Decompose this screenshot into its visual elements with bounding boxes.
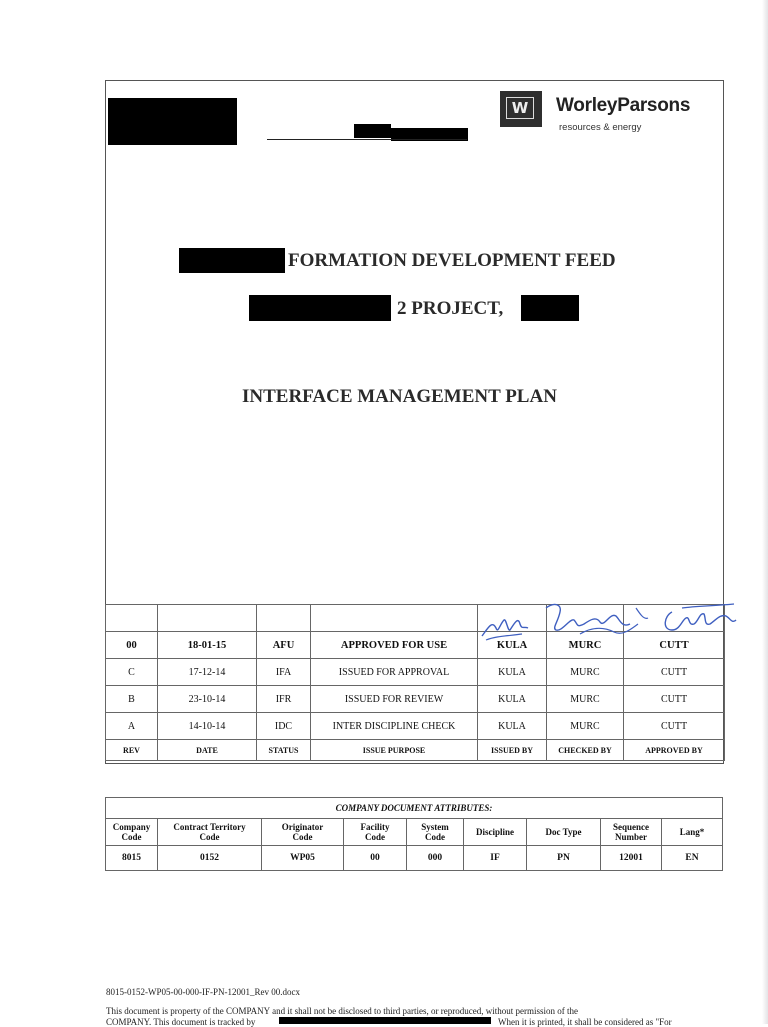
redaction-block bbox=[108, 98, 237, 145]
header-text: Contract Territory bbox=[173, 822, 246, 832]
header-facility-code bbox=[344, 819, 407, 846]
purpose-cell: APPROVED FOR USE bbox=[311, 632, 478, 659]
header-discipline: Discipline bbox=[464, 819, 527, 846]
checked-by-cell: MURC bbox=[547, 686, 624, 713]
company-code-value: 8015 bbox=[106, 846, 158, 871]
table-cell bbox=[311, 605, 478, 632]
date-cell: 14-10-14 bbox=[158, 713, 257, 740]
table-row bbox=[106, 659, 725, 686]
title-line-2: 2 PROJECT, bbox=[397, 298, 504, 319]
header-date: DATE bbox=[158, 740, 257, 761]
attributes-caption-row bbox=[106, 798, 723, 819]
system-code-value: 000 bbox=[407, 846, 464, 871]
logo-tagline: resources & energy bbox=[559, 122, 642, 133]
header-originator-code bbox=[262, 819, 344, 846]
sequence-number-value: 12001 bbox=[601, 846, 662, 871]
header-approved-by: APPROVED BY bbox=[624, 740, 725, 761]
discipline-value: IF bbox=[464, 846, 527, 871]
header-text: Originator bbox=[281, 822, 324, 832]
table-cell bbox=[158, 605, 257, 632]
header-text: System bbox=[421, 822, 449, 832]
document-title: INTERFACE MANAGEMENT PLAN bbox=[242, 386, 557, 407]
table-cell bbox=[106, 605, 158, 632]
header-system-code bbox=[407, 819, 464, 846]
header-lang: Lang* bbox=[662, 819, 723, 846]
lang-value: EN bbox=[662, 846, 723, 871]
rev-cell: A bbox=[106, 713, 158, 740]
signature-issued-by bbox=[478, 606, 538, 646]
status-cell: IDC bbox=[257, 713, 311, 740]
redaction-block bbox=[354, 124, 391, 138]
date-cell: 17-12-14 bbox=[158, 659, 257, 686]
logo-glyph: W bbox=[506, 97, 534, 119]
purpose-cell: ISSUED FOR REVIEW bbox=[311, 686, 478, 713]
status-cell: IFA bbox=[257, 659, 311, 686]
purpose-cell: INTER DISCIPLINE CHECK bbox=[311, 713, 478, 740]
approved-by-cell: CUTT bbox=[624, 713, 725, 740]
footer-notice-line-2-end: When it is printed, it shall be considered as "For bbox=[498, 1017, 672, 1027]
header-text: Code bbox=[425, 832, 445, 842]
header-text: Facility bbox=[360, 822, 390, 832]
table-row bbox=[106, 713, 725, 740]
header-text: Code bbox=[199, 832, 220, 842]
attributes-caption: COMPANY DOCUMENT ATTRIBUTES: bbox=[106, 798, 723, 819]
purpose-cell: ISSUED FOR APPROVAL bbox=[311, 659, 478, 686]
originator-code-value: WP05 bbox=[262, 846, 344, 871]
document-attributes-table bbox=[105, 797, 723, 871]
checked-by-cell: MURC bbox=[547, 632, 624, 659]
footer-notice-line-2-start: COMPANY. This document is tracked by bbox=[106, 1017, 256, 1027]
approved-by-cell: CUTT bbox=[624, 632, 725, 659]
footer-filename: 8015-0152-WP05-00-000-IF-PN-12001_Rev 00.docx bbox=[106, 987, 300, 997]
rev-cell: 00 bbox=[106, 632, 158, 659]
header-sequence-number bbox=[601, 819, 662, 846]
contract-code-value: 0152 bbox=[158, 846, 262, 871]
redaction-block bbox=[521, 295, 579, 321]
attributes-header-row bbox=[106, 819, 723, 846]
doc-type-value: PN bbox=[527, 846, 601, 871]
signature-checked-by bbox=[540, 598, 660, 646]
checked-by-cell: MURC bbox=[547, 713, 624, 740]
header-rev: REV bbox=[106, 740, 158, 761]
issued-by-cell: KULA bbox=[478, 632, 547, 659]
table-row bbox=[106, 686, 725, 713]
header-company-code bbox=[106, 819, 158, 846]
header-text: Code bbox=[121, 832, 142, 842]
header-issued-by: ISSUED BY bbox=[478, 740, 547, 761]
header-rule bbox=[267, 139, 467, 140]
header-purpose: ISSUE PURPOSE bbox=[311, 740, 478, 761]
issued-by-cell: KULA bbox=[478, 659, 547, 686]
signature-approved-by bbox=[660, 600, 740, 640]
facility-code-value: 00 bbox=[344, 846, 407, 871]
header-text: Company bbox=[112, 822, 151, 832]
header-text: Number bbox=[615, 832, 647, 842]
footer-notice-line-1: This document is property of the COMPANY and it shall not be disclosed to third parties, or reproduced, without permission of the bbox=[106, 1006, 579, 1016]
status-cell: AFU bbox=[257, 632, 311, 659]
title-line-1: FORMATION DEVELOPMENT FEED bbox=[288, 250, 616, 271]
header-checked-by: CHECKED BY bbox=[547, 740, 624, 761]
issued-by-cell: KULA bbox=[478, 686, 547, 713]
redaction-block bbox=[179, 248, 285, 273]
header-contract-code bbox=[158, 819, 262, 846]
attributes-value-row bbox=[106, 846, 723, 871]
header-text: Sequence bbox=[613, 822, 649, 832]
rev-cell: B bbox=[106, 686, 158, 713]
header-text: Code bbox=[365, 832, 385, 842]
logo-name: WorleyParsons bbox=[556, 95, 691, 116]
header-doc-type: Doc Type bbox=[527, 819, 601, 846]
checked-by-cell: MURC bbox=[547, 659, 624, 686]
approved-by-cell: CUTT bbox=[624, 686, 725, 713]
approved-by-cell: CUTT bbox=[624, 659, 725, 686]
table-cell bbox=[257, 605, 311, 632]
date-cell: 23-10-14 bbox=[158, 686, 257, 713]
header-status: STATUS bbox=[257, 740, 311, 761]
status-cell: IFR bbox=[257, 686, 311, 713]
page-edge-shadow bbox=[762, 0, 768, 1024]
issued-by-cell: KULA bbox=[478, 713, 547, 740]
date-cell: 18-01-15 bbox=[158, 632, 257, 659]
table-header-row bbox=[106, 740, 725, 761]
rev-cell: C bbox=[106, 659, 158, 686]
logo-mark bbox=[500, 91, 542, 127]
redaction-block bbox=[249, 295, 391, 321]
redaction-block bbox=[279, 1017, 491, 1024]
header-text: Code bbox=[292, 832, 313, 842]
